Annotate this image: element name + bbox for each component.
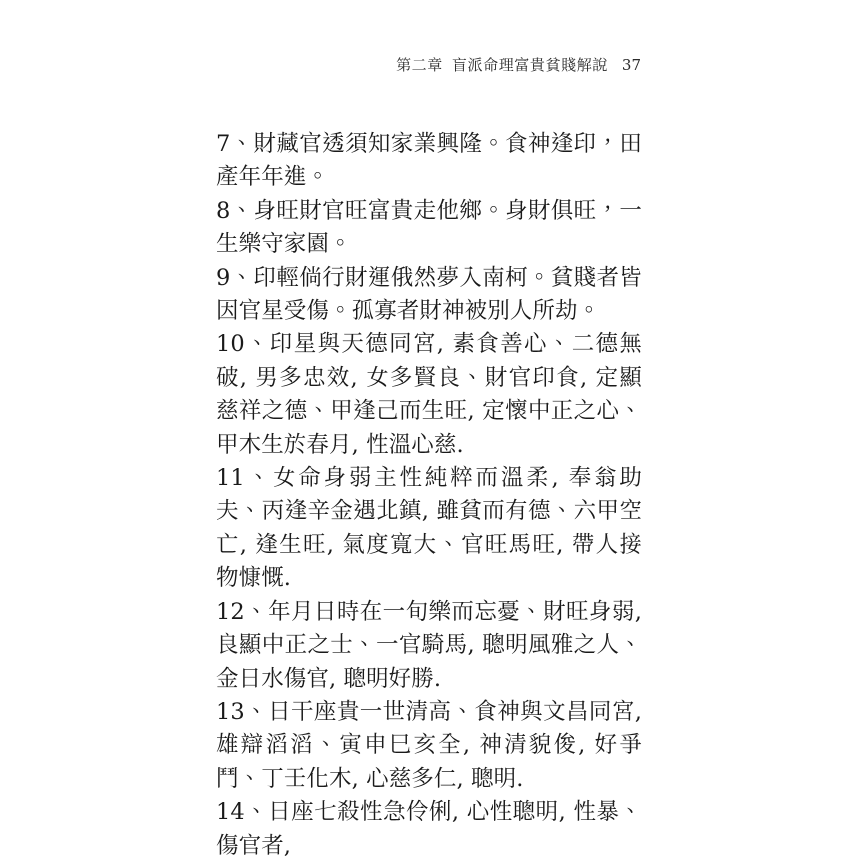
header-chapter-label: 第二章 — [396, 56, 443, 74]
paragraph-item-7: 7、財藏官透須知家業興隆。食神逢印，田產年年進。 — [216, 131, 642, 191]
body-text-block — [216, 128, 642, 863]
paragraph-item-11: 11、女命身弱主性純粹而溫柔, 奉翁助夫、丙逢辛金遇北鎮, 雖貧而有德、六甲空亡, 逢生旺, 氣度寬大、官旺馬旺, 帶人接物慷慨. — [216, 465, 642, 592]
page-number: 37 — [621, 56, 641, 74]
paragraph-item-8: 8、身旺財官旺富貴走他鄉。身財俱旺，一生樂守家園。 — [216, 197, 642, 258]
paragraph-item-10: 10、印星與天德同宮, 素食善心、二德無破, 男多忠效, 女多賢良、財官印食, 定顯慈祥之德、甲逢己而生旺, 定懷中正之心、甲木生於春月, 性溫心慈. — [216, 331, 642, 458]
paragraph-item-14: 14、日座七殺性急伶俐, 心性聰明, 性暴、傷官者, — [216, 799, 642, 859]
paragraph-item-13: 13、日干座貴一世清高、食神與文昌同宮, 雄辯滔滔、寅申巳亥全, 神清貌俊, 好爭鬥、丁壬化木, 心慈多仁, 聰明. — [216, 698, 642, 792]
paragraph-item-9: 9、印輕倘行財運俄然夢入南柯。貧賤者皆因官星受傷。孤寡者財神被別人所劫。 — [216, 264, 642, 325]
running-header — [0, 52, 850, 78]
paragraph-item-12: 12、年月日時在一旬樂而忘憂、財旺身弱, 良顯中正之士、一官騎馬, 聰明風雅之人、金日水傷官, 聰明好勝. — [216, 598, 642, 692]
header-chapter-title: 盲派命理富貴貧賤解說 — [451, 56, 608, 74]
